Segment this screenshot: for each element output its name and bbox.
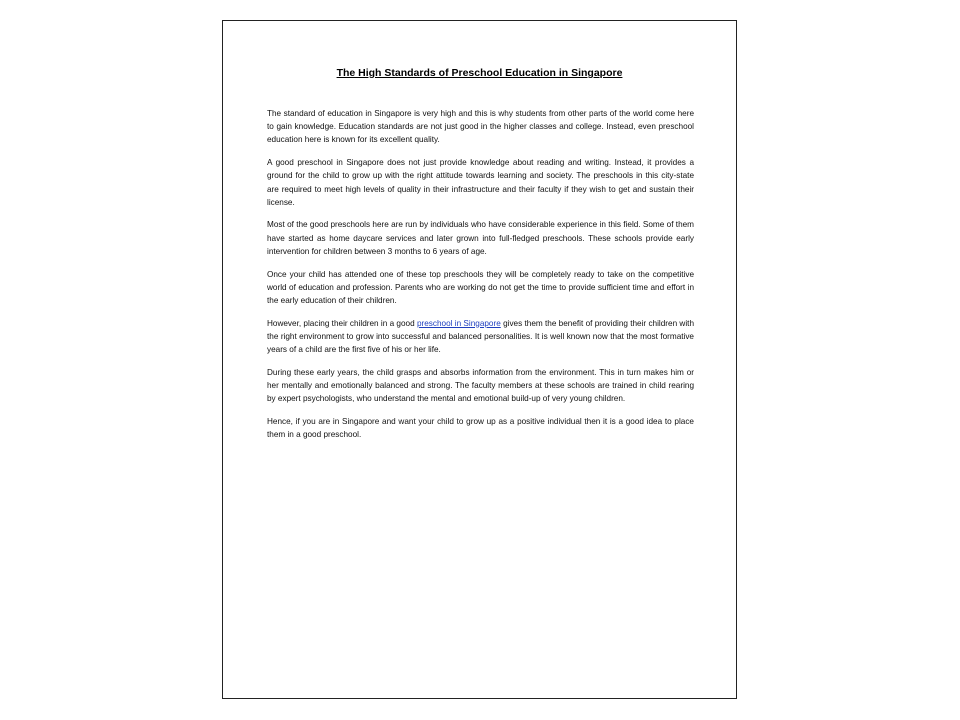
paragraph-5 xyxy=(267,317,694,357)
document-title-text: The High Standards of Preschool Education in Singapore xyxy=(336,67,623,79)
paragraph-5-before: However, placing their children in a good xyxy=(267,318,417,328)
preschool-link[interactable]: preschool in Singapore xyxy=(416,318,501,328)
paragraph-3: Most of the good preschools here are run by individuals who have considerable experience in this field. Some of them have started as home daycare services and later grown into full-fledged preschools. These schools provide early intervention for children between 3 months to 6 years of age. xyxy=(267,220,694,256)
paragraph-1: The standard of education in Singapore is very high and this is why students from other parts of the world come here to gain knowledge. Education standards are not just good in the higher classes and college. Instead, even preschool education here is known for its excellent quality. xyxy=(267,109,694,145)
paragraph-2: A good preschool in Singapore does not just provide knowledge about reading and writing. Instead, it provides a ground for the child to grow up with the right attitude towards learning and society. The preschools in this city-state are required to meet high levels of quality in their infrastructure and their faculty if they wish to get and sustain their license. xyxy=(267,158,694,207)
paragraph-4: Once your child has attended one of these top preschools they will be completely ready to take on the competitive world of education and profession. Parents who are working do not get the time to provide sufficient time and effort in the early education of their children. xyxy=(267,269,694,305)
document-title xyxy=(223,67,736,79)
document-body xyxy=(267,107,694,451)
paragraph-5-after: gives them the benefit of providing their children with the right environment to grow into successful and balanced personalities. It is well known now that the most formative years of a child are the first five of his or her life. xyxy=(267,318,694,355)
paragraph-6: During these early years, the child grasps and absorbs information from the environment. This in turn makes him or her mentally and emotionally balanced and strong. The faculty members at these schools are trained in child rearing by expert psychologists, who understand the mental and emotional build-up of very young children. xyxy=(267,367,694,404)
paragraph-7: Hence, if you are in Singapore and want your child to grow up as a positive individual then it is a good idea to place them in a good preschool. xyxy=(267,416,694,440)
document-page xyxy=(222,20,737,699)
